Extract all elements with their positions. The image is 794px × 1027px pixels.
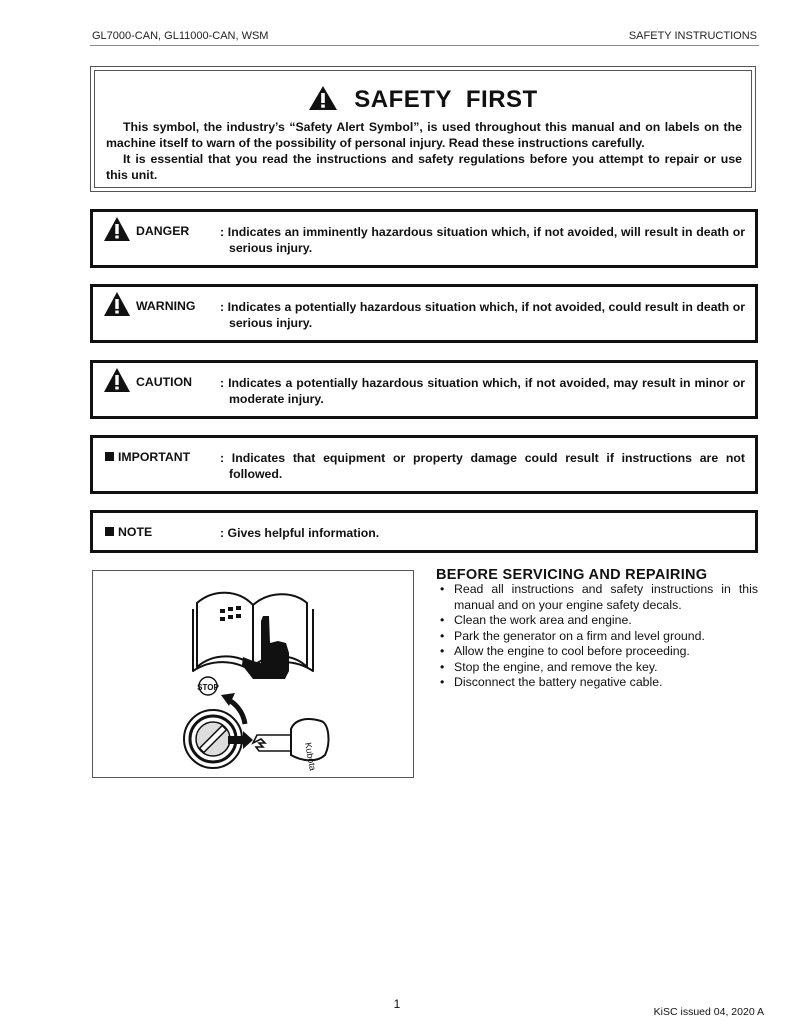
note-description: : Gives helpful information. [220, 526, 380, 540]
safety-first-inner-frame [94, 70, 752, 188]
list-item: • Park the generator on a firm and level ground. [438, 629, 758, 645]
important-label: IMPORTANT [118, 450, 191, 464]
safety-first-paragraph-1: This symbol, the industry’s “Safety Alert Symbol”, is used throughout this manual and on labels on the machine itself to warn of the possibility of personal injury. Read these instructions carefully. [106, 120, 742, 150]
stop-label: STOP [197, 683, 219, 692]
issue-info: KiSC issued 04, 2020 A [653, 1006, 764, 1018]
header-section-title: SAFETY INSTRUCTIONS [628, 30, 757, 42]
important-label-wrap [105, 450, 190, 464]
note-label-wrap [105, 525, 152, 539]
list-item: • Disconnect the battery negative cable. [438, 675, 758, 691]
list-item: • Stop the engine, and remove the key. [438, 660, 758, 676]
safety-first-box [90, 66, 756, 192]
danger-box [90, 209, 758, 268]
warning-box [90, 284, 758, 343]
list-item: • Clean the work area and engine. [438, 613, 758, 629]
important-box [90, 435, 758, 494]
safety-first-title-text: SAFETY FIRST [354, 86, 538, 113]
warning-description: : Indicates a potentially hazardous situation which, if not avoided, could result in death or serious injury. [220, 300, 745, 330]
before-servicing-list [438, 582, 758, 691]
list-item: • Allow the engine to cool before proceeding. [438, 644, 758, 660]
caution-box [90, 360, 758, 419]
danger-description: : Indicates an imminently hazardous situation which, if not avoided, will result in death or serious injury. [220, 225, 745, 255]
header-doc-title: GL7000-CAN, GL11000-CAN, WSM [92, 30, 269, 42]
safety-first-paragraph-2: It is essential that you read the instructions and safety regulations before you attempt to repair or use this unit. [106, 152, 742, 182]
important-description: : Indicates that equipment or property damage could result if instructions are not followed. [220, 451, 745, 481]
safety-alert-triangle-icon [308, 85, 338, 111]
caution-label: CAUTION [136, 375, 193, 389]
header-divider [90, 45, 759, 46]
safety-alert-triangle-icon [103, 367, 131, 393]
key-brand-label: Kubota [303, 741, 318, 772]
safety-first-body [106, 119, 742, 183]
note-box [90, 510, 758, 553]
servicing-illustration [92, 570, 414, 778]
caution-description: : Indicates a potentially hazardous situation which, if not avoided, may result in minor or moderate injury. [220, 376, 745, 406]
danger-label: DANGER [136, 224, 190, 238]
black-square-icon [105, 527, 114, 536]
open-manual-icon [193, 593, 313, 672]
key-icon [253, 719, 328, 771]
safety-first-title [95, 85, 751, 114]
manual-and-key-illustration [93, 571, 413, 777]
list-item: • Read all instructions and safety instructions in this manual and on your engine safety decals. [438, 582, 758, 613]
note-label: NOTE [118, 525, 153, 539]
safety-alert-triangle-icon [103, 291, 131, 317]
stop-icon [197, 677, 219, 695]
black-square-icon [105, 452, 114, 461]
safety-alert-triangle-icon [103, 216, 131, 242]
before-servicing-title: BEFORE SERVICING AND REPAIRING [436, 567, 708, 583]
page-number: 1 [393, 997, 401, 1011]
warning-label: WARNING [136, 299, 196, 313]
